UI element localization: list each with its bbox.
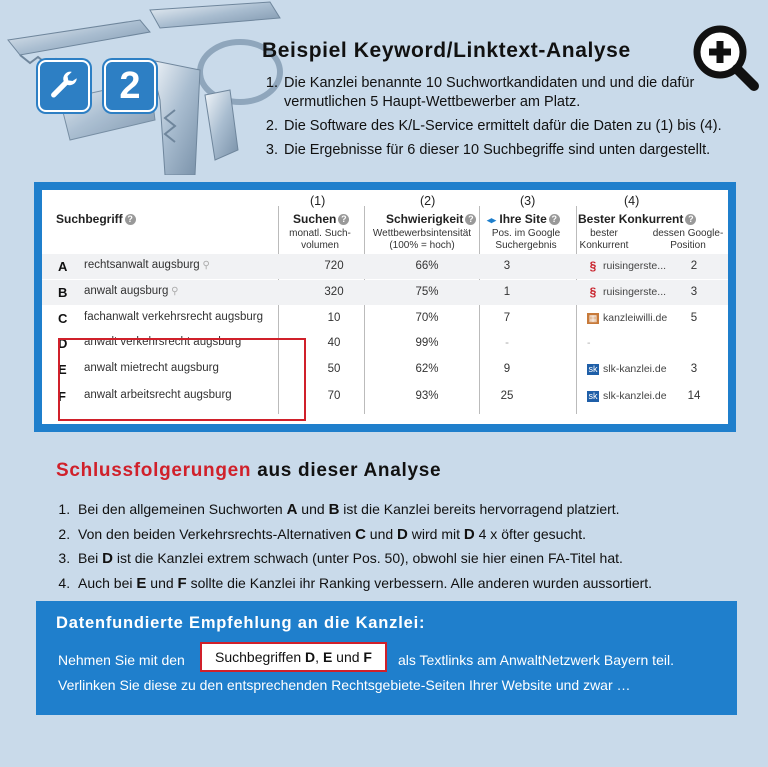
keyword-cell: rechtsanwalt augsburg ⚲: [84, 259, 210, 271]
competitor-name[interactable]: ruisingerste...: [603, 260, 667, 272]
header-label: Ihre Site: [499, 212, 547, 226]
competitor-name[interactable]: slk-kanzlei.de: [603, 363, 667, 375]
position-cell: 1: [503, 286, 511, 298]
competitor-cell: [587, 312, 667, 324]
recommendation-text-line2: Verlinken Sie diese zu den entsprechenden Rechtsgebiete-Seiten Ihrer Website und zwar …: [58, 677, 631, 693]
competitor-favicon-icon: §: [589, 284, 597, 299]
recommendation-box: [36, 601, 737, 715]
keyword-letter: D: [102, 550, 113, 567]
conclusion-item: 2. Von den beiden Verkehrsrechts-Alternativen C und D wird mit D 4 x öfter gesucht.: [74, 525, 768, 544]
competitor-cell: [587, 363, 667, 375]
difficulty-cell: 62%: [415, 363, 439, 375]
competitor-position-cell: 5: [690, 312, 698, 324]
help-icon[interactable]: ?: [125, 214, 136, 225]
searches-cell: 70: [327, 390, 341, 402]
competitor-name[interactable]: ruisingerste...: [603, 286, 667, 298]
subheader-searches: monatl. Such- volumen: [289, 228, 351, 251]
table-row: [42, 254, 728, 279]
competitor-favicon-icon: sk: [588, 390, 598, 401]
position-cell: 7: [503, 312, 511, 324]
competitor-cell: [587, 390, 667, 402]
keyword-letter: C: [355, 525, 366, 543]
location-pin-icon: ⚲: [168, 286, 179, 297]
position-cell: -: [505, 337, 509, 349]
row-letter: C: [58, 311, 68, 326]
position-cell: 25: [500, 390, 514, 402]
recommendation-text-end: als Textlinks am AnwaltNetzwerk Bayern teil.: [398, 652, 674, 668]
keyword-cell: anwalt verkehrsrecht augsburg: [84, 336, 242, 348]
header-difficulty: [386, 212, 476, 226]
keyword-cell: anwalt augsburg ⚲: [84, 285, 179, 297]
difficulty-cell: 93%: [415, 390, 439, 402]
sort-arrows-icon[interactable]: ◂▸: [487, 215, 497, 225]
recommendation-title: Datenfundierte Empfehlung an die Kanzlei:: [56, 614, 426, 632]
help-icon[interactable]: ?: [685, 214, 696, 225]
keyword-cell: fachanwalt verkehrsrecht augsburg: [84, 311, 263, 323]
competitor-cell: [587, 260, 666, 272]
keyword-table-panel: [34, 182, 736, 432]
keyword-cell: anwalt arbeitsrecht augsburg: [84, 389, 232, 401]
keyword-letter: E: [322, 649, 333, 665]
recommendation-text-start: Nehmen Sie mit den: [58, 652, 185, 668]
competitor-name[interactable]: slk-kanzlei.de: [603, 390, 667, 402]
difficulty-cell: 99%: [415, 337, 439, 349]
intro-item: 1. Die Kanzlei benannte 10 Suchwortkandidaten und und die dafür vermutlichen 5 Haupt-Wettbewerber am Platz.: [282, 74, 762, 112]
keyword-cell: anwalt mietrecht augsburg: [84, 362, 219, 374]
searches-cell: 320: [324, 286, 344, 298]
keyword-letter: D: [463, 525, 475, 543]
col-number: (4): [624, 194, 640, 208]
keyword-letter: B: [328, 501, 340, 518]
header-label: Bester Konkurrent: [578, 212, 684, 226]
subheader-difficulty: Wettbewerbsintensität (100% = hoch): [372, 228, 472, 251]
row-letter: E: [58, 362, 67, 377]
intro-item: 2. Die Software des K/L-Service ermittelt dafür die Daten zu (1) bis (4).: [282, 117, 762, 136]
competitor-position-cell: 2: [690, 260, 698, 272]
intro-list: [262, 74, 762, 165]
row-letter: D: [58, 336, 68, 351]
help-icon[interactable]: ?: [465, 214, 476, 225]
conclusion-item: 4. Auch bei E und F sollte die Kanzlei ihr Ranking verbessern. Alle anderen wurden aussortiert.: [74, 574, 768, 593]
header-your-site: [487, 212, 560, 226]
header-label: Suchbegriff: [56, 212, 123, 226]
conclusions-title-red: Schlussfolgerungen: [56, 460, 252, 481]
keyword-table: [42, 190, 728, 424]
col-number: (1): [310, 194, 326, 208]
step-number-badge: 2: [104, 60, 156, 112]
selected-keywords-highlight: [58, 338, 306, 421]
searches-cell: 720: [324, 260, 344, 272]
help-icon[interactable]: ?: [549, 214, 560, 225]
competitor-position-cell: 14: [687, 390, 701, 402]
competitor-favicon-icon: sk: [588, 363, 598, 374]
intro-item: 3. Die Ergebnisse für 6 dieser 10 Suchbegriffe sind unten dargestellt.: [282, 141, 762, 160]
header-label: Suchen: [293, 212, 337, 226]
subheader-competitor: bester Konkurrent: [579, 228, 629, 251]
conclusions-title: [56, 460, 441, 482]
difficulty-cell: 70%: [415, 312, 439, 324]
row-letter: F: [58, 389, 66, 404]
difficulty-cell: 66%: [415, 260, 439, 272]
position-cell: 9: [503, 363, 511, 375]
competitor-position-cell: 3: [690, 286, 698, 298]
competitor-name[interactable]: -: [587, 337, 591, 349]
wrench-icon: [47, 69, 81, 103]
keyword-letter: F: [363, 649, 372, 665]
keyword-letter: A: [286, 501, 298, 518]
competitor-position-cell: 3: [690, 363, 698, 375]
keyword-letter: D: [305, 649, 316, 665]
header-keyword: [56, 212, 136, 226]
keyword-selection-box: Suchbegriffen D , E und F: [200, 642, 387, 672]
competitor-favicon-icon: §: [589, 258, 597, 273]
conclusions-title-rest: aus dieser Analyse: [251, 460, 442, 481]
help-icon[interactable]: ?: [338, 214, 349, 225]
header-searches: [293, 212, 349, 226]
competitor-favicon-icon: ▦: [588, 312, 598, 323]
conclusion-item: 1. Bei den allgemeinen Suchworten A und B ist die Kanzlei bereits hervorragend platziert.: [74, 500, 768, 519]
subheader-competitor-pos: dessen Google- Position: [652, 228, 724, 251]
competitor-name[interactable]: kanzleiwilli.de: [603, 312, 668, 324]
keyword-letter: F: [177, 574, 187, 592]
col-number: (3): [520, 194, 536, 208]
searches-cell: 10: [327, 312, 341, 324]
conclusion-item: 3. Bei D ist die Kanzlei extrem schwach (unter Pos. 50), obwohl sie hier einen FA-Titel hat.: [74, 549, 768, 568]
competitor-cell: [587, 337, 591, 349]
subheader-your-site: Pos. im Google Suchergebnis: [491, 228, 561, 251]
competitor-cell: [587, 286, 666, 298]
searches-cell: 40: [327, 337, 341, 349]
location-pin-icon: ⚲: [199, 260, 210, 271]
conclusions-list: [56, 500, 768, 598]
keyword-letter: E: [136, 574, 147, 592]
difficulty-cell: 75%: [415, 286, 439, 298]
table-row: [42, 280, 728, 305]
position-cell: 3: [503, 260, 511, 272]
table-row: [42, 306, 728, 331]
header-best-competitor: [578, 212, 696, 226]
searches-cell: 50: [327, 363, 341, 375]
wrench-badge: [38, 60, 90, 112]
header-label: Schwierigkeit: [386, 212, 464, 226]
page-title: Beispiel Keyword/Linktext-Analyse: [262, 39, 631, 62]
keyword-letter: D: [397, 525, 408, 543]
row-letter: A: [58, 259, 68, 274]
row-letter: B: [58, 285, 68, 300]
col-number: (2): [420, 194, 436, 208]
